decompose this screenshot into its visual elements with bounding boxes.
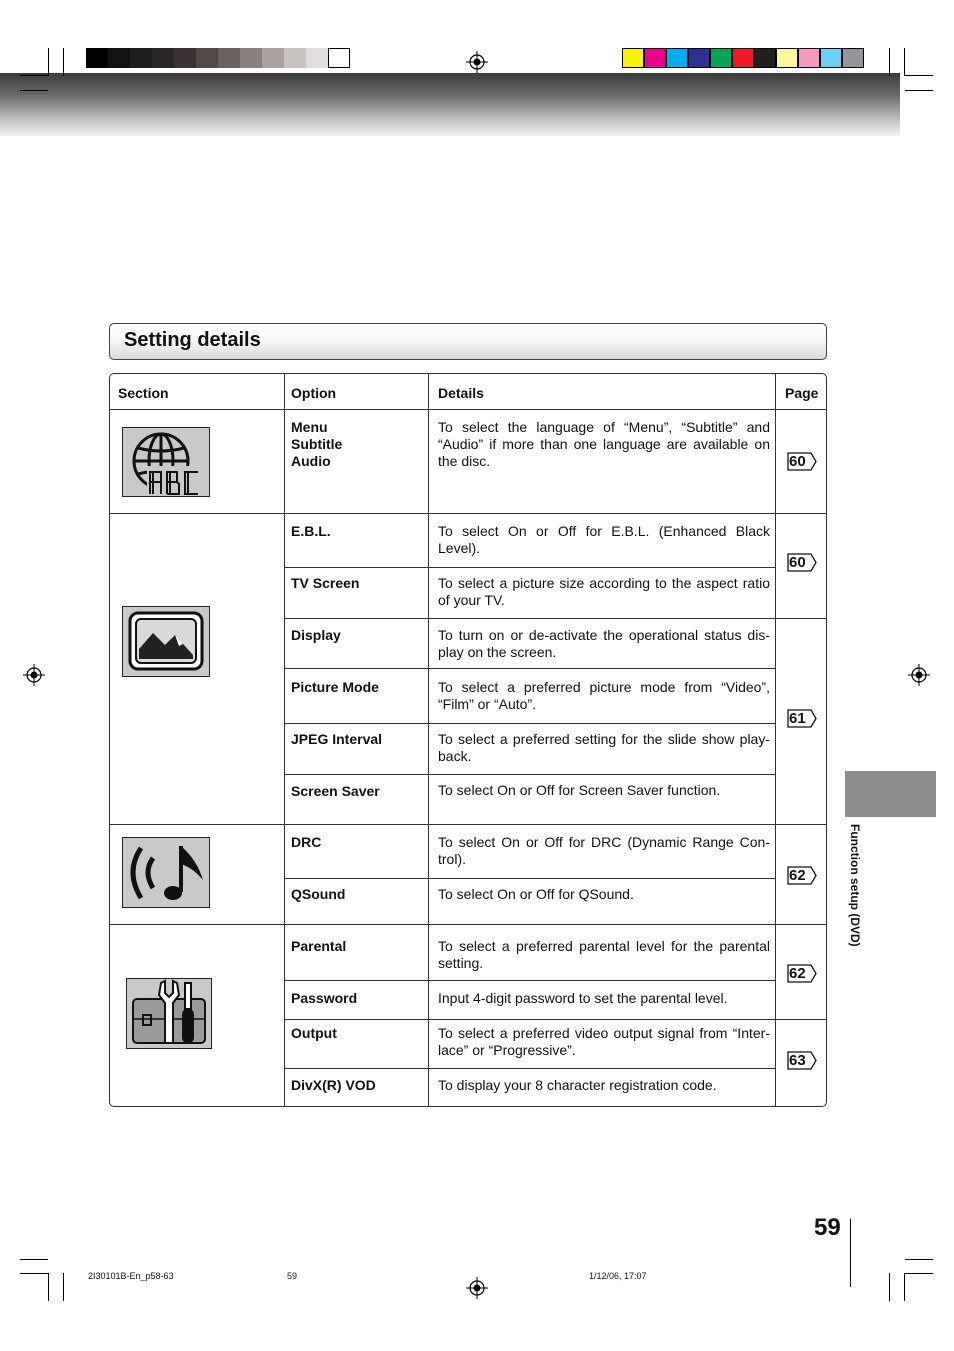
row-divider: [284, 723, 775, 724]
crop-mark: [48, 1273, 49, 1301]
calibration-swatch: [262, 48, 284, 68]
picture-landscape-icon: [122, 606, 210, 677]
column-divider: [284, 374, 285, 1106]
crop-mark: [20, 1273, 48, 1274]
crop-mark: [20, 90, 48, 91]
page-ref: 60: [789, 554, 806, 571]
audio-music-note-icon: [122, 837, 210, 908]
calibration-swatch: [218, 48, 240, 68]
option-menu: Menu: [291, 419, 328, 435]
row-divider: [284, 1019, 826, 1020]
details-divx-vod: To display your 8 character registration code.: [438, 1077, 717, 1093]
column-divider: [428, 374, 429, 1106]
page-number: 59: [814, 1214, 841, 1241]
option-jpeg-interval: JPEG Interval: [291, 731, 383, 747]
settings-table: [109, 373, 827, 1107]
crop-mark: [48, 48, 49, 76]
details-screen-saver: To select On or Off for Screen Saver function.: [438, 782, 721, 798]
side-tab-label: Function setup (DVD): [848, 824, 862, 947]
registration-mark-icon: [23, 664, 45, 686]
row-divider: [284, 878, 775, 879]
registration-mark-icon: [908, 664, 930, 686]
crop-mark: [20, 75, 48, 76]
option-password: Password: [291, 990, 358, 1006]
calibration-swatch: [710, 48, 732, 68]
footer-file: 2I30101B-En_p58-63: [88, 1271, 174, 1281]
calibration-swatch: [152, 48, 174, 68]
calibration-swatch: [798, 48, 820, 68]
option-drc: DRC: [291, 834, 322, 850]
option-divx-vod: DivX(R) VOD: [291, 1077, 376, 1093]
crop-mark: [905, 90, 933, 91]
option-audio: Audio: [291, 453, 331, 469]
option-picture-mode: Picture Mode: [291, 679, 379, 695]
side-tab: [845, 771, 936, 817]
crop-mark: [905, 75, 933, 76]
details-parental: To select a preferred parental level for the parental setting.: [438, 938, 770, 971]
details-tv-screen: To select a picture size according to the aspect ratio of your TV.: [438, 575, 770, 608]
crop-mark: [905, 1273, 933, 1274]
page-ref: 62: [789, 867, 806, 884]
row-divider: [284, 1068, 775, 1069]
row-divider: [110, 513, 826, 514]
details-drc: To select On or Off for DRC (Dynamic Range Con-trol).: [438, 834, 770, 867]
header-gradient-band: [0, 73, 900, 136]
page-number-rule: [850, 1219, 851, 1287]
registration-mark-icon: [466, 1277, 488, 1299]
row-divider: [110, 924, 826, 925]
calibration-swatch: [666, 48, 688, 68]
crop-mark: [889, 48, 890, 76]
calibration-swatch: [196, 48, 218, 68]
option-qsound: QSound: [291, 886, 346, 902]
option-parental: Parental: [291, 938, 347, 954]
page-ref-badge: [787, 553, 817, 572]
crop-mark: [905, 1259, 933, 1260]
calibration-swatch: [306, 48, 328, 68]
page-ref-badge: [787, 709, 817, 728]
row-divider: [284, 567, 775, 568]
gray-calibration-strip: [86, 48, 350, 68]
crop-mark: [63, 48, 64, 76]
row-divider: [284, 980, 775, 981]
option-screen-saver: Screen Saver: [291, 783, 380, 799]
details-output: To select a preferred video output signal from “Inter-lace” or “Progressive”.: [438, 1025, 770, 1058]
calibration-swatch: [174, 48, 196, 68]
calibration-swatch: [776, 48, 798, 68]
calibration-swatch: [622, 48, 644, 68]
details-picture-mode: To select a preferred picture mode from “Video”, “Film” or “Auto”.: [438, 679, 770, 712]
section-title: Setting details: [124, 329, 261, 351]
option-display: Display: [291, 627, 341, 643]
row-divider: [110, 409, 826, 410]
tools-wrench-screwdriver-icon: [126, 978, 212, 1049]
details-qsound: To select On or Off for QSound.: [438, 886, 634, 902]
page-ref-badge: [787, 452, 817, 471]
page-ref: 60: [789, 453, 806, 470]
calibration-swatch: [754, 48, 776, 68]
row-divider: [284, 618, 826, 619]
calibration-swatch: [108, 48, 130, 68]
registration-mark-icon: [466, 51, 488, 73]
footer-date: 1/12/06, 17:07: [589, 1271, 647, 1281]
crop-mark: [20, 1259, 48, 1260]
calibration-swatch: [842, 48, 864, 68]
header-option: Option: [291, 385, 337, 401]
header-page: Page: [785, 385, 819, 401]
column-divider: [775, 374, 776, 1106]
details-ebl: To select On or Off for E.B.L. (Enhanced Black Level).: [438, 523, 770, 556]
page-ref: 63: [789, 1052, 806, 1069]
details-display: To turn on or de-activate the operational status dis-play on the screen.: [438, 627, 770, 660]
language-globe-abc-icon: [122, 427, 210, 497]
header-details: Details: [438, 385, 484, 401]
header-section: Section: [118, 385, 169, 401]
row-divider: [110, 824, 826, 825]
calibration-swatch: [688, 48, 710, 68]
group1-details: To select the language of “Menu”, “Subtitle” and “Audio” if more than one language are available on the disc.: [438, 419, 770, 469]
crop-mark: [904, 1273, 905, 1301]
page-ref: 62: [789, 965, 806, 982]
calibration-swatch: [130, 48, 152, 68]
page-ref: 61: [789, 710, 806, 727]
crop-mark: [889, 1273, 890, 1301]
details-jpeg-interval: To select a preferred setting for the slide show play-back.: [438, 731, 770, 764]
page-ref-badge: [787, 964, 817, 983]
option-subtitle: Subtitle: [291, 436, 343, 452]
crop-mark: [63, 1273, 64, 1301]
section-title-bar: [109, 323, 827, 360]
page-ref-badge: [787, 866, 817, 885]
color-calibration-strip: [622, 48, 864, 68]
calibration-swatch: [328, 48, 350, 68]
row-divider: [284, 774, 775, 775]
calibration-swatch: [644, 48, 666, 68]
calibration-swatch: [284, 48, 306, 68]
footer-page: 59: [287, 1271, 298, 1281]
page-ref-badge: [787, 1051, 817, 1070]
details-password: Input 4-digit password to set the parental level.: [438, 990, 728, 1006]
option-tv-screen: TV Screen: [291, 575, 360, 591]
option-output: Output: [291, 1025, 337, 1041]
crop-mark: [904, 48, 905, 76]
calibration-swatch: [86, 48, 108, 68]
calibration-swatch: [240, 48, 262, 68]
group1-options: [291, 419, 342, 470]
row-divider: [284, 668, 775, 669]
calibration-swatch: [732, 48, 754, 68]
calibration-swatch: [820, 48, 842, 68]
option-ebl: E.B.L.: [291, 523, 331, 539]
